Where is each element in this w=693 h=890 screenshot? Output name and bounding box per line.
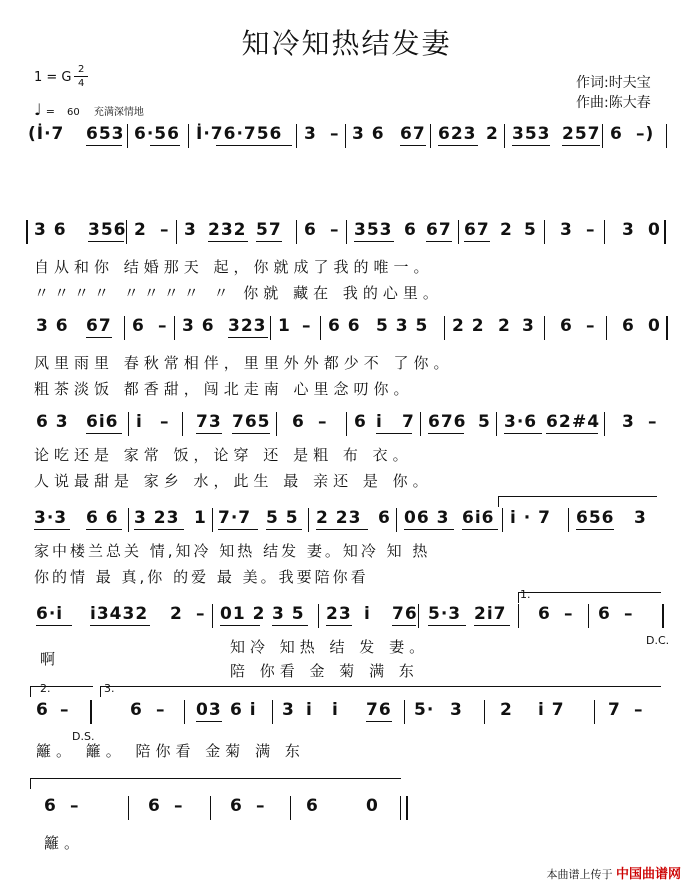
key-signature: 1 = G 2 4 <box>34 70 72 85</box>
note: 6 <box>230 796 243 816</box>
note-group: 6 6 <box>86 508 119 528</box>
ending-1-label: 1. <box>520 588 531 601</box>
lyric-line-5b: 你的情 最 真,你 的爱 最 美。我要陪你看 <box>34 568 369 586</box>
song-title: 知冷知热结发妻 <box>241 27 452 60</box>
note-group: 76 <box>366 700 392 720</box>
lyric-line-2a: 自从和你 结婚那天 起，你就成了我的唯一。 <box>34 258 434 276</box>
note: 3 <box>450 700 463 720</box>
note: 6 <box>44 796 57 816</box>
note: 6 <box>130 700 143 720</box>
volta-bracket <box>498 496 657 507</box>
score-line-5 <box>0 508 693 534</box>
note-group: 3 6 <box>36 316 69 336</box>
note: 3 <box>622 220 635 240</box>
note: 6 <box>132 316 145 336</box>
ending-2-label: 2. <box>40 682 51 695</box>
score-line-2 <box>0 220 693 246</box>
ds-mark: D.S. <box>72 730 95 743</box>
note: 2 <box>486 124 499 144</box>
note-group: 257 <box>562 124 601 144</box>
note: 2 <box>134 220 147 240</box>
note-group: 765 <box>232 412 271 432</box>
score-line-4 <box>0 412 693 438</box>
score-line-3 <box>0 316 693 342</box>
note-group: 2 2 <box>452 316 485 336</box>
note: 6 <box>622 316 635 336</box>
note-group: 03 <box>196 700 222 720</box>
note: i <box>136 412 143 432</box>
dash: – <box>586 220 596 240</box>
lyric-line-3b: 粗茶淡饭 都香甜，闯北走南 心里念叨你。 <box>34 380 414 398</box>
lyric-line-6b: 知冷 知热 结 发 妻。 <box>230 638 430 656</box>
note: 7 <box>402 412 415 432</box>
note-group: 6 3 <box>36 412 69 432</box>
note-group: 6 i <box>230 700 257 720</box>
note-group: i · 7 <box>510 508 551 528</box>
note: 6 <box>148 796 161 816</box>
note: 6 <box>610 124 623 144</box>
dash: – <box>160 220 170 240</box>
note: 0 <box>648 220 661 240</box>
dash: – <box>330 124 340 144</box>
note-group: 3 6 <box>182 316 215 336</box>
dash: – <box>156 700 166 720</box>
note-group: 6i6 <box>462 508 495 528</box>
dash: –) <box>636 124 655 144</box>
note: 6 <box>354 412 367 432</box>
note-group: 5 5 <box>266 508 299 528</box>
note: 6 <box>538 604 551 624</box>
note-group: 3·6 <box>504 412 538 432</box>
footer-prefix: 本曲谱上传于 <box>546 868 613 881</box>
site-logo[interactable]: 中国曲谱网 <box>615 867 681 882</box>
dash: – <box>624 604 634 624</box>
composer: 作曲:陈大春 <box>576 95 651 111</box>
note-group: 67 <box>400 124 426 144</box>
note: 7 <box>608 700 621 720</box>
note-group: 6·56 <box>134 124 180 144</box>
lyric-line-5a: 家中楼兰总关 情,知冷 知热 结发 妻。知冷 知 热 <box>34 542 431 560</box>
note: 5 <box>478 412 491 432</box>
quarter-note-icon: ♩ <box>34 100 42 119</box>
lyric-line-8: 籬。 <box>44 834 85 852</box>
note-group: İ·76·756 <box>196 124 283 144</box>
note-group: i 7 <box>538 700 565 720</box>
dash: – <box>60 700 70 720</box>
score-line-7 <box>0 700 693 726</box>
dash: – <box>330 220 340 240</box>
note-group: 6 6 <box>328 316 361 336</box>
lyric-line-6c: 陪 你看 金 菊 满 东 <box>230 662 419 680</box>
footer-credit <box>546 863 681 882</box>
volta-3-bracket <box>100 686 661 697</box>
note: i <box>332 700 339 720</box>
note: 6 <box>306 796 319 816</box>
note: 2 <box>500 700 513 720</box>
note-group: 5·3 <box>428 604 462 624</box>
dash: – <box>256 796 266 816</box>
note: 3 <box>282 700 295 720</box>
note-group: 6i6 <box>86 412 119 432</box>
note: 5· <box>414 700 435 720</box>
note-group: 656 <box>576 508 615 528</box>
note: 6 <box>292 412 305 432</box>
note-group: 67 <box>86 316 112 336</box>
note: 6 <box>598 604 611 624</box>
note: 6 <box>404 220 417 240</box>
note-group: 6·i <box>36 604 64 624</box>
dash: – <box>564 604 574 624</box>
note: 1 <box>278 316 291 336</box>
ending-3-label: 3. <box>104 682 115 695</box>
dash: – <box>160 412 170 432</box>
note-group: i3432 <box>90 604 149 624</box>
note: 6 <box>304 220 317 240</box>
note: i <box>376 412 383 432</box>
note: 2 <box>498 316 511 336</box>
lyricist: 作词:时夫宝 <box>576 75 651 91</box>
lyric-line-6a: 啊 <box>40 650 61 668</box>
score-line-6 <box>0 604 693 630</box>
note-group: 76 <box>392 604 418 624</box>
dash: – <box>174 796 184 816</box>
note: 3 <box>184 220 197 240</box>
note: 0 <box>648 316 661 336</box>
note-group: 3 6 <box>352 124 385 144</box>
note-group: 06 3 <box>404 508 450 528</box>
dash: – <box>648 412 658 432</box>
volta-2-bracket <box>30 686 93 697</box>
note-group: 653 <box>86 124 125 144</box>
score-line-1 <box>0 124 693 150</box>
note-group: (İ·7 <box>28 124 65 144</box>
lyric-line-2b: 〃〃〃〃 〃〃〃〃 〃 你就 藏在 我的心里。 <box>34 284 443 302</box>
note-group: 5 3 5 <box>376 316 429 336</box>
tempo-mark: ♩ = 60 充满深情地 <box>34 100 144 119</box>
note: 6 <box>560 316 573 336</box>
note-group: 67 <box>426 220 452 240</box>
note-group: 01 2 <box>220 604 266 624</box>
note-group: 7·7 <box>218 508 252 528</box>
note-group: 2i7 <box>474 604 507 624</box>
note-group: 623 <box>438 124 477 144</box>
note: 3 <box>622 412 635 432</box>
note-group: 232 <box>208 220 247 240</box>
note-group: 57 <box>256 220 282 240</box>
note: 2 <box>170 604 183 624</box>
lyric-line-4a: 论吃还是 家常 饭，论穿 还 是粗 布 衣。 <box>34 446 413 464</box>
note: i <box>364 604 371 624</box>
note-sharp: #4 <box>572 412 601 432</box>
dash: – <box>634 700 644 720</box>
note-group: 73 <box>196 412 222 432</box>
note: 3 <box>560 220 573 240</box>
dash: – <box>196 604 206 624</box>
dash: – <box>70 796 80 816</box>
note-group: 23 <box>326 604 352 624</box>
note-group: 3 23 <box>134 508 180 528</box>
dash: – <box>302 316 312 336</box>
score-line-8 <box>0 796 693 822</box>
note: 2 <box>500 220 513 240</box>
note-group: 3 5 <box>272 604 305 624</box>
lyric-line-3a: 风里雨里 春秋常相伴，里里外外都少不 了你。 <box>34 354 454 372</box>
note: 3 <box>522 316 535 336</box>
note-group: 2 23 <box>316 508 362 528</box>
dc-mark: D.C. <box>646 634 670 647</box>
note: i <box>306 700 313 720</box>
time-sig-bottom: 4 <box>78 78 85 89</box>
lyric-line-7: 籬。 籬。 陪你看 金菊 满 东 <box>36 742 305 760</box>
lyric-line-4b: 人说最甜是 家乡 水，此生 最 亲还 是 你。 <box>34 472 433 490</box>
note: 0 <box>366 796 379 816</box>
dash: – <box>318 412 328 432</box>
note-group: 3·3 <box>34 508 68 528</box>
note-group: 323 <box>228 316 267 336</box>
note: 6 <box>378 508 391 528</box>
note: 1 <box>194 508 207 528</box>
volta-1-bracket <box>518 592 661 603</box>
note: 3 <box>634 508 647 528</box>
note-group: 62 <box>546 412 572 432</box>
time-sig-top: 2 <box>78 64 85 75</box>
note-group: 676 <box>428 412 467 432</box>
note-group: 3 6 <box>34 220 67 240</box>
note: 6 <box>36 700 49 720</box>
dash: – <box>158 316 168 336</box>
note: 3 <box>304 124 317 144</box>
note: 5 <box>524 220 537 240</box>
dash: – <box>586 316 596 336</box>
note-group: 353 <box>354 220 393 240</box>
note-group: 356 <box>88 220 127 240</box>
coda-bracket <box>30 778 401 789</box>
note-group: 67 <box>464 220 490 240</box>
note-group: 353 <box>512 124 551 144</box>
